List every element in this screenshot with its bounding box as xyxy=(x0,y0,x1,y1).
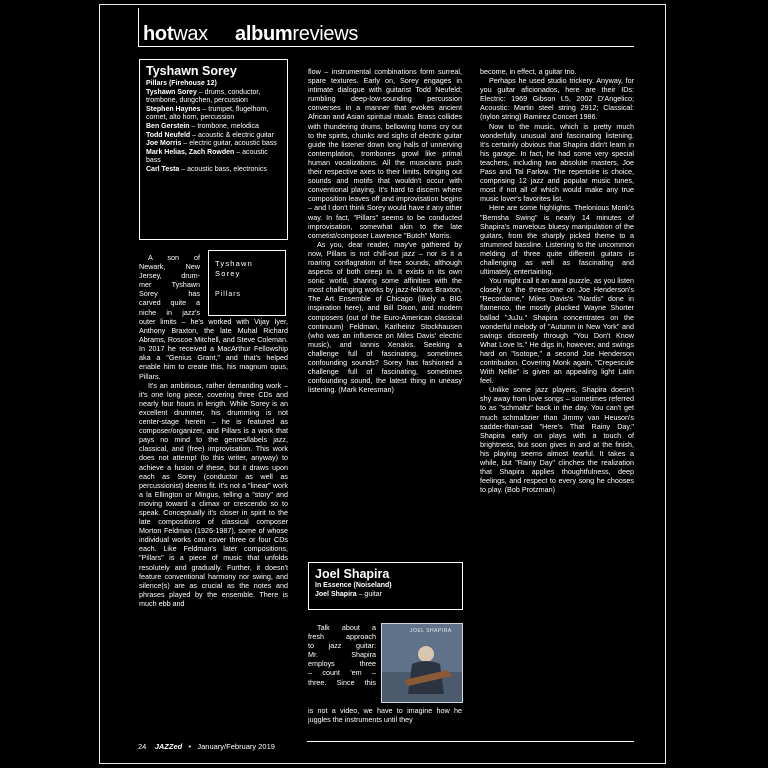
review-body-column-3 xyxy=(480,67,634,494)
header-rule-vertical xyxy=(138,8,139,46)
text-line: mer Tyshawn xyxy=(139,280,200,290)
footer-rule xyxy=(307,741,634,742)
review-info-box xyxy=(139,59,288,240)
personnel-name: Tyshawn Sorey xyxy=(146,88,197,96)
header-rule-horizontal xyxy=(138,46,634,47)
review-body-column-2 xyxy=(308,67,462,394)
personnel-name: Stephen Haynes xyxy=(146,105,201,113)
personnel-name: Ben Gerstein xyxy=(146,122,190,130)
artist-name: Tyshawn Sorey xyxy=(146,64,237,78)
personnel-name: Carl Testa xyxy=(146,165,180,173)
paragraph: outer limits – he's worked with Vijay Iyer, Anthony Braxton, the late Muhal Richard Abrams, Roscoe Mitchell, and Steve Coleman. In 2017 he received a MacArthur Fellowship aka a "Genius Grant," and that's helped enable him to create this, his magnum opus, Pillars. xyxy=(139,317,288,381)
text-line: three. Since this xyxy=(308,677,376,687)
album-cover xyxy=(381,623,463,703)
personnel-name: Joe Morris xyxy=(146,140,182,148)
paragraph: become, in effect, a guitar trio. xyxy=(480,67,577,76)
cover-title: JOEL SHAPIRA xyxy=(410,628,452,634)
cover-artist: Tyshawn Sorey xyxy=(215,259,253,278)
paragraph: flow – instrumental combinations form surreal, spare textures. Early on, Sorey engages in intimate dialogue with guitarist Todd Neufeld; rumbling deep-low-sounding percussion converses in a manner that evokes ancient African and Asian spiritual rituals. Brass collides with thundering drums, bellowing horns cry out to the spirits, chunks and sighs of electric guitar guide the listener down long halls of unnerving contemplation, trombones growl like primal human vocalizations. All the musicians push their respective axes to their limits, bringing out sounds and motifs that wouldn't occur with conventional playing. It's hard to discern where composition leaves off and improvisation begins – and I don't think Sorey would have it any other way. In fact, "Pillars" seems to be conducted improvisation, somewhat akin to the late cornetist/composer Lawrence "Butch" Morris. xyxy=(308,67,462,240)
album-cover xyxy=(208,250,286,316)
section-name: hotwax xyxy=(143,23,208,45)
personnel-role: – drums, conductor, trombone, dungchen, percussion xyxy=(146,88,261,105)
personnel-role: – guitar xyxy=(356,590,382,598)
magazine-name: JAZZed xyxy=(154,742,183,751)
personnel-role: – acoustic & electric guitar xyxy=(190,131,274,139)
review-body-column-1 xyxy=(139,317,288,608)
issue-date: January/February 2019 xyxy=(197,742,275,751)
page-title: albumreviews xyxy=(235,23,359,45)
personnel-name: Todd Neufeld xyxy=(146,131,191,139)
page-footer xyxy=(138,742,275,752)
text-line: fresh approach xyxy=(308,632,376,642)
album-line: In Essence (Noiseland) xyxy=(315,582,392,589)
album-line: Pillars (Firehouse 12) xyxy=(146,80,217,87)
personnel-role: – electric guitar, acoustic bass xyxy=(181,140,277,148)
personnel-entry xyxy=(146,140,281,149)
footer-bullet: • xyxy=(188,742,192,751)
review-text-wrap xyxy=(308,623,376,687)
personnel-entry xyxy=(146,166,281,175)
paragraph: Perhaps he used studio trickery. Anyway, for you guitar aficionados, here are their IDs: Electric: 1969 Gibson L5, 2002 D'Angelico; Acoustic: Martin steel string 2912; Classical: (nylon string) Ramirez Concert 1986. xyxy=(480,76,634,122)
personnel-name: Mark Helias, Zach Rowden xyxy=(146,148,235,156)
text-line: Sorey has xyxy=(139,289,200,299)
personnel-name: Joel Shapira xyxy=(315,590,357,598)
personnel-role: – acoustic bass, electronics xyxy=(179,165,267,173)
paragraph: As you, dear reader, may've gathered by now, Pillars is not chill-out jazz – nor is it a roaring conflagration of free sounds, although aspects of both creep in. It exists in its own sonic world, sharing some affinities with the most challenging works by jazz-fellows Braxton, The Art Ensemble of Chicago (likely a BIG inspiration here), and Bill Dixon, and modern composers (out of the Euro-American classical continuum) Feldman, Karlheinz Stockhausen (who was an influence on Miles Davis' electric music), and Iannis Xenakis. Seeking a challenge full of fascinating, sometimes confounding sounds? Sorey has fashioned a challenge full of fascinating, sometimes confounding sound, the latest thing in uneasy listening. (Mark Keresman) xyxy=(308,239,462,395)
page-number: 24 xyxy=(138,742,147,751)
review-text-wrap xyxy=(139,253,200,317)
text-line: carved quite a xyxy=(139,298,200,308)
text-line: Newark, New xyxy=(139,262,200,272)
cover-photo xyxy=(382,624,463,703)
personnel-entry xyxy=(146,149,281,166)
paragraph: Here are some highlights. Thelonious Monk's "Bemsha Swing" is nearly 14 minutes of Shapira's marvelous bluesy manipulation of the guitars, from the sharply picked theme to a strummed bassline. Listening to the uncommon melding of three quite different guitars is challenging as well as fascinating and ultimately, entertaining. xyxy=(480,203,634,277)
paragraph: It's an ambitious, rather demanding work – it's one long piece, covering three CDs and nearly four hours in length. While Sorey is an excellent drummer, his drumming is not center-stage herein – he is featured as composer/organizer, and Pillars is a work that pays no mind to the genres/labels jazz, classical, and (free) improvisation. This work does not attempt (to this writer, anyway) to achieve a fusion of these, but it draws upon each as Sorey (conductor as well as percussionist) deems fit. It's not a "linear" work a la Ellington or Mingus, telling a "story" and moving toward a climax or crescendo so to speak. Conceptually it's closer in spirit to the late compositions of classical composer Morton Feldman (1926-1987), some of whose individual works can cover three or four CDs each. Like Feldman's later compositions, "Pillars" is a piece of music that unfolds resolutely and gradually. Further, it doesn't feature conventional harmony nor swing, and silence(s) are as crucial as the notes and phrases played by the ensemble. There is much ebb and xyxy=(139,380,288,608)
text-line: – count 'em – xyxy=(308,668,376,678)
paragraph: You might call it an aural puzzle, as you listen closely to the threesome on Joe Henderson's "Recordame," Miles Davis's "Nardis" done in flamenco, the mostly plucked Wayne Shorter ballad "JuJu." Shapira concentrates on the wonderful melody of "Autumn in New York" and swings discreetly through "You Don't Know What Love Is." He digs in, however, and swings hard on "Isotope," a second Joe Henderson contribution. Covering Monk again, "Crepescule With Nellie" is given an appealing light Latin feel. xyxy=(480,276,634,386)
personnel-role: – trumpet, flugelhorn, cornet, alto horn, percussion xyxy=(146,105,269,122)
text-line: niche in jazz's xyxy=(139,307,200,317)
personnel-entry xyxy=(146,106,281,123)
personnel-role: – acoustic bass xyxy=(146,148,268,165)
text-line: A son of xyxy=(148,253,200,262)
personnel-entry xyxy=(146,123,281,132)
text-line: Jersey, drum- xyxy=(139,271,200,281)
review-info-box xyxy=(308,562,463,610)
paragraph: Now to the music, which is pretty much wonderfully unusual and fascinating listening. It's certainly obvious that Shapira didn't learn in his garage. In fact, he had some very special teachers, including two absolute masters, Joe Pass and Tal Farlow. The repertoire is choice, comprising 12 jazz and popular music tunes, most if not all of which would make any true music lover's favorites list. xyxy=(480,121,634,204)
text-line: to jazz guitar: xyxy=(308,641,376,651)
personnel-entry xyxy=(146,132,281,141)
text-line: Talk about a xyxy=(317,623,376,632)
review-body-tail: is not a video, we have to imagine how he juggles the instruments until they xyxy=(308,706,462,725)
text-line: employs three xyxy=(308,659,376,669)
personnel-list xyxy=(146,89,281,175)
personnel-entry xyxy=(146,89,281,106)
paragraph: Unlike some jazz players, Shapira doesn't shy away from love songs – sometimes referred to as "schmaltz" back in the day. You can't get much schmaltzier than Jimmy van Heuson's sadder-than-sad "Here's That Rainy Day." Shapira early on plays with a touch of brightness, but soon gives in and at the finish, his playing seems almost tearful. It takes a while, but "Rainy Day" clinches the realization that Shapira applies thoughtfulness, deep feelings, and respect to every song he chooses to play. (Bob Protzman) xyxy=(480,385,634,495)
personnel-role: – trombone, melodica xyxy=(189,122,259,130)
artist-name: Joel Shapira xyxy=(315,567,390,581)
cover-title: Pillars xyxy=(215,291,242,298)
text-line: Mr. Shapira xyxy=(308,650,376,660)
